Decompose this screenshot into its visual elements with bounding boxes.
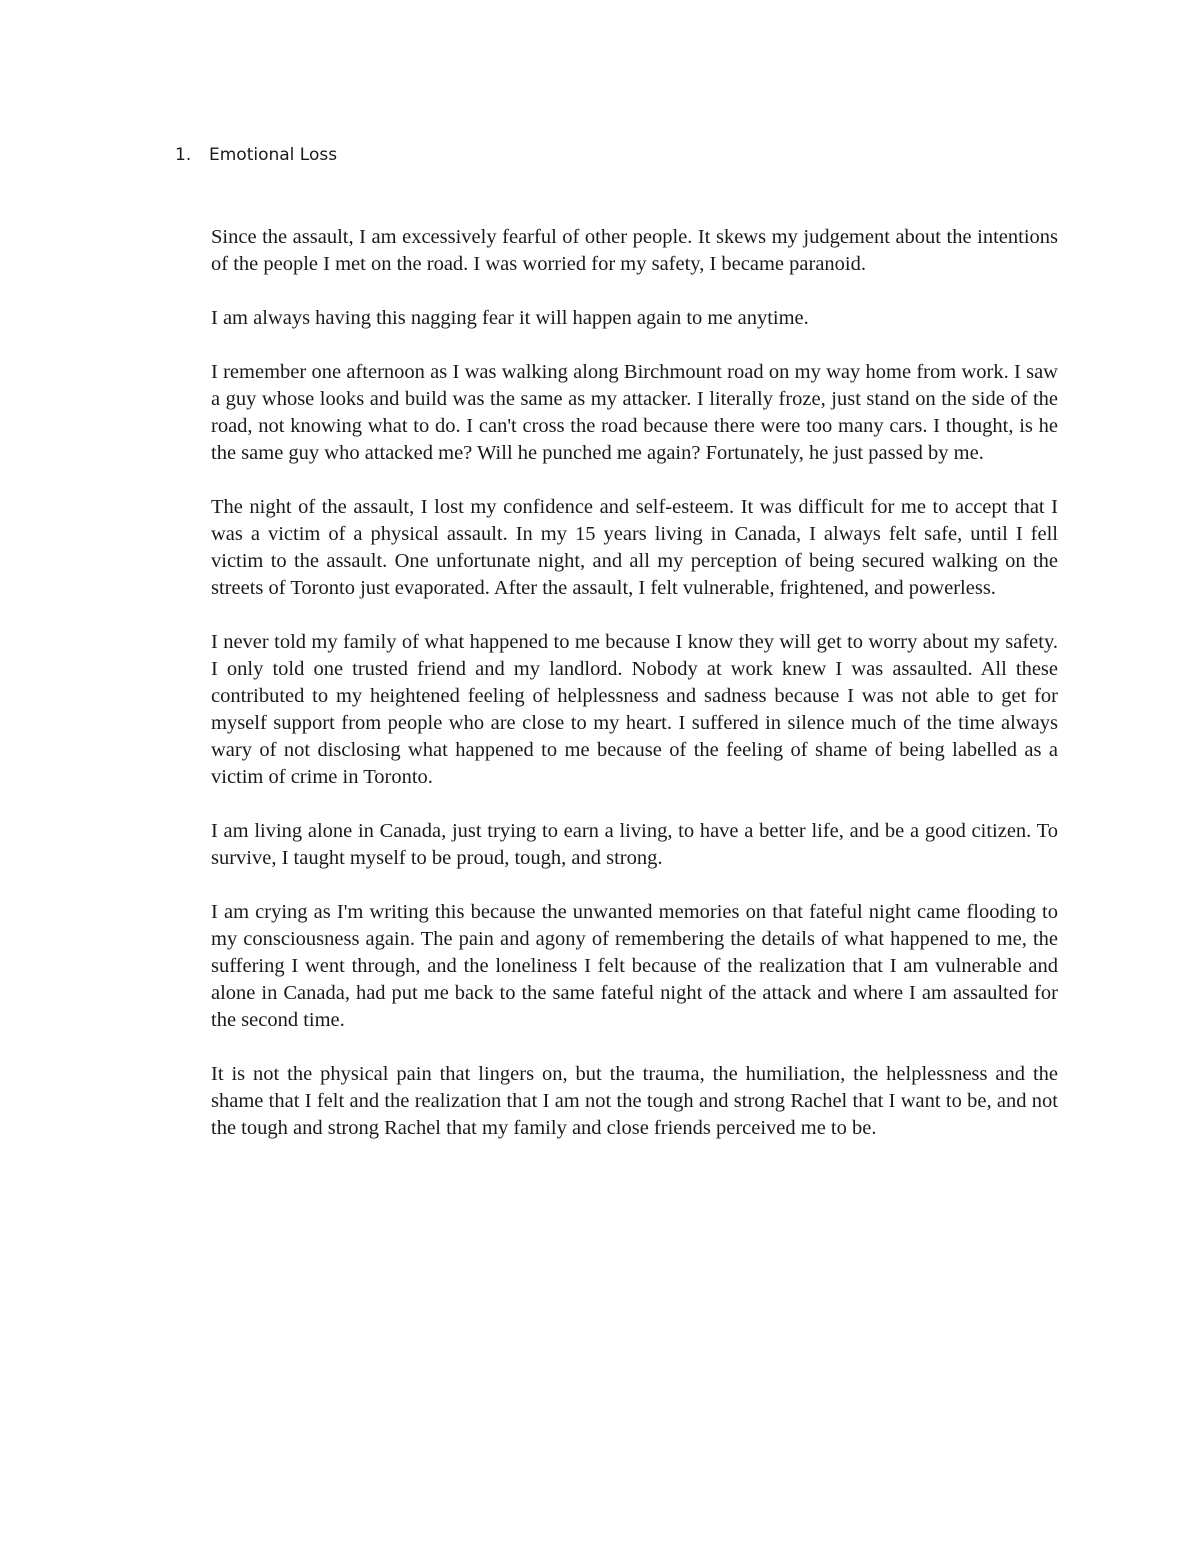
paragraph: I never told my family of what happened to me because I know they will get to worry about my safety. I only told one trusted friend and my landlord. Nobody at work knew I was assaulted. All these contributed to my heightened feeling of helplessness and sadness because I was not able to get for myself support from people who are close to my heart. I suffered in silence much of the time always wary of not disclosing what happened to me because of the feeling of shame of being labelled as a victim of crime in Toronto.: [211, 631, 1058, 788]
paragraph: I remember one afternoon as I was walking along Birchmount road on my way home from work. I saw a guy whose looks and build was the same as my attacker. I literally froze, just stand on the side of the road, not knowing what to do. I can't cross the road because there were too many cars. I thought, is he the same guy who attacked me? Will he punched me again? Fortunately, he just passed by me.: [211, 361, 1058, 464]
paragraph: It is not the physical pain that lingers on, but the trauma, the humiliation, the helplessness and the shame that I felt and the realization that I am not the tough and strong Rachel that I want to be, and not the tough and strong Rachel that my family and close friends perceived me to be.: [211, 1063, 1058, 1139]
paragraph: The night of the assault, I lost my confidence and self-esteem. It was difficult for me to accept that I was a victim of a physical assault. In my 15 years living in Canada, I always felt safe, until I fell victim to the assault. One unfortunate night, and all my perception of being secured walking on the streets of Toronto just evaporated. After the assault, I felt vulnerable, frightened, and powerless.: [211, 496, 1058, 599]
document-body: [211, 224, 1058, 1169]
paragraph: I am always having this nagging fear it will happen again to me anytime.: [211, 307, 809, 329]
section-number: 1.: [175, 145, 192, 165]
paragraph: Since the assault, I am excessively fearful of other people. It skews my judgement about the intentions of the people I met on the road. I was worried for my safety, I became paranoid.: [211, 226, 1058, 275]
paragraph: I am living alone in Canada, just trying to earn a living, to have a better life, and be a good citizen. To survive, I taught myself to be proud, tough, and strong.: [211, 820, 1058, 869]
section-title: Emotional Loss: [209, 145, 338, 165]
section-heading: [175, 145, 337, 165]
paragraph: I am crying as I'm writing this because the unwanted memories on that fateful night came flooding to my consciousness again. The pain and agony of remembering the details of what happened to me, the suffering I went through, and the loneliness I felt because of the realization that I am vulnerable and alone in Canada, had put me back to the same fateful night of the attack and where I am assaulted for the second time.: [211, 901, 1058, 1031]
